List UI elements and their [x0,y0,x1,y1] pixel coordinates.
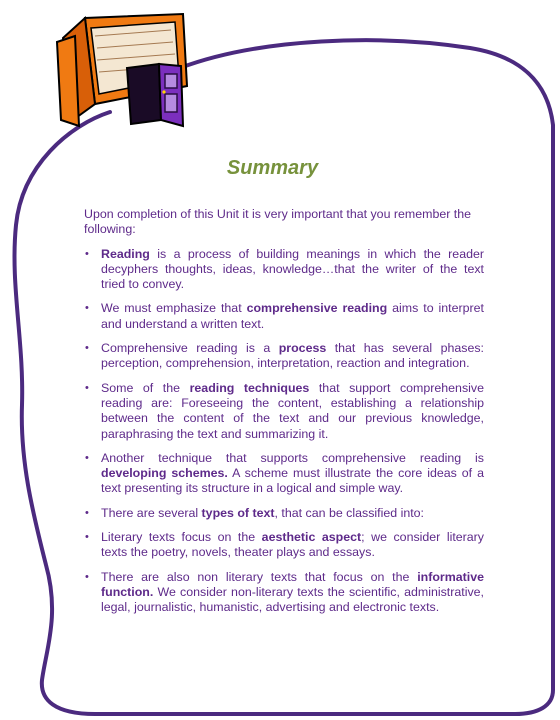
list-item [84,381,484,442]
open-book-door-icon [55,8,205,128]
item-text: There are also non literary texts that focus on the [101,569,418,584]
list-item [84,301,484,332]
bold-term: developing schemes. [101,466,228,481]
list-item [84,247,484,293]
bullet-icon: • [85,451,89,464]
list-item [84,341,484,372]
item-text: There are several [101,505,202,520]
item-text: Literary texts focus on the [101,530,262,545]
bold-term: types of text [201,505,275,520]
page-title: Summary [226,157,319,179]
bold-term: informative function. [101,569,484,599]
bullet-icon: • [85,531,89,544]
item-text: We must emphasize that [101,301,247,316]
bold-term: reading techniques [189,380,310,395]
bullet-icon: • [85,302,89,315]
summary-content [84,207,484,625]
bold-term: comprehensive reading [246,301,388,316]
item-text: Another technique that supports comprehensive reading is [101,450,484,465]
item-text: We consider non-literary texts the scientific, administrative, legal, journalistic, humanistic, advertising and electronic texts. [101,584,484,615]
intro-paragraph: Upon completion of this Unit it is very important that you remember the following: [84,207,472,237]
item-text: is a process of building meanings in which the reader decyphers thoughts, ideas, knowledge…that the writer of the text tried to convey. [101,246,484,292]
bold-term: Reading [101,246,150,261]
item-text: ; we consider literary texts the poetry, novels, theater plays and essays. [101,530,485,560]
item-text: A scheme must illustrate the core ideas of a text presenting its structure in a logical and simple way. [101,466,484,496]
item-text: that support comprehensive reading are: Foreseeing the content, establishing a relationship between the content of the text and our previous knowledge, paraphrasing the text and summarizing it. [101,380,484,441]
item-text: Comprehensive reading is a [101,341,279,356]
list-item [84,451,484,497]
list-item [84,506,484,521]
item-text: , that can be classified into: [274,505,424,520]
item-text: that has several phases: perception, comprehension, interpretation, reaction and integration. [101,341,484,371]
bullet-icon: • [85,381,89,394]
list-item [84,570,484,616]
bold-term: process [278,341,327,356]
list-item [84,530,484,561]
item-text: aims to interpret and understand a written text. [101,301,484,331]
bullet-icon: • [85,342,89,355]
item-text: Some of the [101,380,190,395]
bold-term: aesthetic aspect [261,530,362,545]
bullet-icon: • [85,570,89,583]
bullet-icon: • [85,247,89,260]
bullet-icon: • [85,506,89,519]
summary-list [84,247,484,616]
